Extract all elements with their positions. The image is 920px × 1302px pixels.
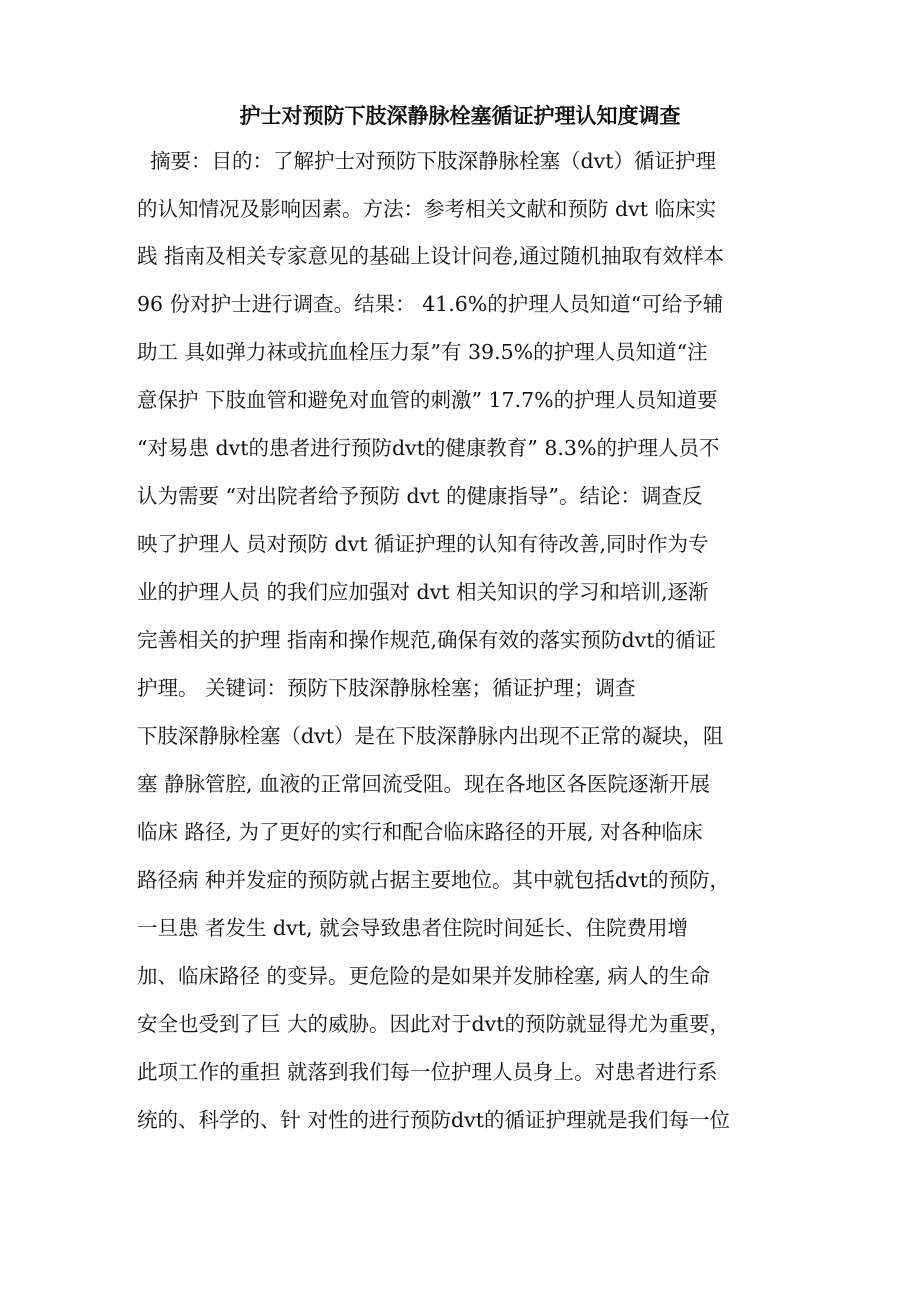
text-line: 意保护 下肢血管和避免对血管的刺激” 17.7%的护理人员知道要 <box>137 388 718 412</box>
text-line: 业的护理人员 的我们应加强对 dvt 相关知识的学习和培训,逐渐 <box>137 580 709 604</box>
text-line: 96 份对护士进行调查。结果： 41.6%的护理人员知道“可给予辅 <box>137 292 724 316</box>
text-line: 助工 具如弹力袜或抗血栓压力泵”有 39.5%的护理人员知道“注 <box>137 340 708 364</box>
text-line: 践 指南及相关专家意见的基础上设计问卷,通过随机抽取有效样本 <box>137 244 725 268</box>
text-line: 摘要：目的：了解护士对预防下肢深静脉栓塞（dvt）循证护理 <box>137 149 716 173</box>
text-line: 护理。 关键词：预防下肢深静脉栓塞；循证护理；调查 <box>137 676 636 700</box>
text-line: 完善相关的护理 指南和操作规范,确保有效的落实预防dvt的循证 <box>137 628 716 652</box>
text-line: 临床 路径, 为了更好的实行和配合临床路径的开展, 对各种临床 <box>137 820 703 844</box>
text-line: 的认知情况及影响因素。方法：参考相关文献和预防 dvt 临床实 <box>137 197 716 221</box>
text-line: 安全也受到了巨 大的威胁。因此对于dvt的预防就显得尤为重要， <box>137 1012 730 1036</box>
text-line: 一旦患 者发生 dvt, 就会导致患者住院时间延长、住院费用增 <box>137 916 689 940</box>
text-line: 路径病 种并发症的预防就占据主要地位。其中就包括dvt的预防， <box>137 868 730 892</box>
text-line: “对易患 dvt的患者进行预防dvt的健康教育” 8.3%的护理人员不 <box>137 436 720 460</box>
document-title: 护士对预防下肢深静脉栓塞循证护理认知度调查 <box>239 103 681 128</box>
text-line: 塞 静脉管腔, 血液的正常回流受阻。现在各地区各医院逐渐开展 <box>137 772 711 796</box>
text-line: 认为需要 “对出院者给予预防 dvt 的健康指导”。结论：调查反 <box>137 484 703 508</box>
text-line: 加、临床路径 的变异。更危险的是如果并发肺栓塞, 病人的生命 <box>137 964 711 988</box>
text-line: 下肢深静脉栓塞（dvt）是在下肢深静脉内出现不正常的凝块，阻 <box>137 724 724 748</box>
text-line: 此项工作的重担 就落到我们每一位护理人员身上。对患者进行系 <box>137 1060 718 1084</box>
text-line: 统的、科学的、针 对性的进行预防dvt的循证护理就是我们每一位 <box>137 1108 730 1132</box>
text-line: 映了护理人 员对预防 dvt 循证护理的认知有待改善,同时作为专 <box>137 532 709 556</box>
